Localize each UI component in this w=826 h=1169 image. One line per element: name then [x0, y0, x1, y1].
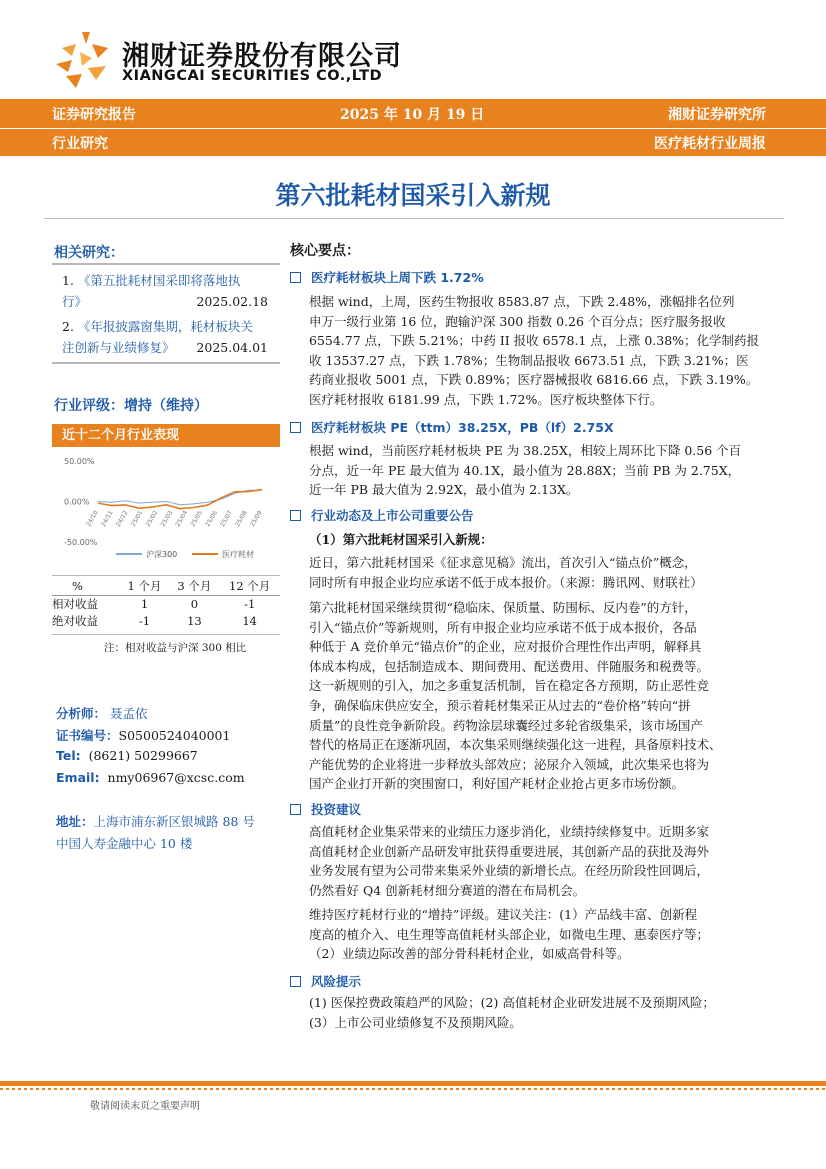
report-date: 2025 年 10 月 19 日: [340, 106, 485, 123]
checkbox-icon: [290, 422, 301, 433]
body-line: (1) 医保控费政策趋严的风险；(2) 高值耗材企业研发进展不及预期风险；: [309, 995, 715, 1010]
chart-xtick-label: 25/06: [204, 509, 220, 528]
logo-shard-6: [88, 66, 106, 80]
header-band-bottom: [0, 129, 826, 156]
related-item-1-date: 2025.02.18: [196, 294, 268, 309]
body-line: 根据 wind，当前医疗耗材板块 PE 为 38.25X，相较上周环比下降 0.56 个百: [309, 443, 742, 458]
table-header-cell: 1 个月: [127, 579, 162, 594]
body-line: 维持医疗耗材行业的“增持”评级。建议关注：(1）产品线丰富、创新程: [309, 907, 698, 922]
section-risk-heading: [290, 972, 361, 990]
rating-label: 行业评级：: [54, 398, 124, 414]
related-item-2[interactable]: [62, 316, 272, 358]
related-research-heading: 相关研究：: [54, 245, 124, 261]
table-header-cell: 3 个月: [177, 579, 212, 594]
risk-body: [309, 993, 775, 1032]
tel-line: [56, 748, 198, 763]
related-item-1[interactable]: [62, 270, 272, 312]
table-cell: 0: [190, 596, 199, 611]
core-points-heading: 核心要点：: [290, 243, 360, 259]
chart-xtick-label: 25/08: [234, 509, 249, 528]
chart-xtick-label: 25/03: [159, 509, 175, 528]
checkbox-icon: [290, 510, 301, 521]
body-line: 收 13537.27 点，下跌 1.78%；生物制品报收 6673.51 点，下跌 3.21%；医: [309, 352, 749, 368]
body-line: 质量”的良性竞争新阶段。药物涂层球囊经过多轮省级集采，该市场国产: [309, 717, 703, 733]
body-line: 这一新规则的引入，加之多重复活机制，旨在稳定各方预期，防止恶性竞: [309, 678, 710, 694]
analyst-name: 聂孟依: [110, 706, 148, 721]
related-item-1-title-a: 《第五批耗材国采即将落地执: [77, 273, 241, 288]
logo-shard-7: [66, 74, 82, 88]
body-line: 根据 wind，上周，医药生物报收 8583.87 点，下跌 2.48%，涨幅排名位列: [309, 294, 735, 309]
body-line: 度高的植介入、电生理等高值耗材头部企业，如微电生理、惠泰医疗等；: [309, 926, 710, 942]
table-rule-top: [52, 575, 280, 576]
chart-xtick-label: 25/02: [144, 509, 160, 528]
related-item-2-title-a: 《年报披露窗集期，耗材板块关: [77, 319, 253, 334]
report-series: 医疗耗材行业周报: [654, 135, 766, 152]
body-line: 分点，近一年 PE 最大值为 40.1X，最小值为 28.88X；当前 PB 为 2.75X，: [309, 462, 741, 478]
related-item-2-num: 2.: [62, 319, 74, 334]
body-line: 近一年 PB 最大值为 2.92X，最小值为 2.13X。: [309, 482, 579, 498]
checkbox-icon: [290, 976, 301, 987]
chart-legend-label: 沪深300: [146, 550, 178, 559]
chart-xtick-label: 24/10: [85, 509, 100, 528]
chart-xtick-label: 25/09: [249, 509, 264, 528]
title-divider: [44, 218, 784, 219]
performance-heading: 近十二个月行业表现: [52, 424, 280, 447]
section-valuation-heading: [290, 418, 614, 436]
table-cell: 1: [140, 596, 149, 611]
chart-xtick-label: 25/04: [174, 509, 190, 528]
body-line: 高值耗材企业集采带来的业绩压力逐步消化，业绩持续修复中。近期多家: [309, 824, 710, 839]
checkbox-icon: [290, 272, 301, 283]
related-item-1-title-b: 行》: [62, 294, 88, 309]
logo-shard-5: [80, 52, 92, 66]
subsection-title: （1）第六批耗材国采引入新规：: [309, 532, 493, 547]
address-label: 地址：: [56, 814, 94, 829]
company-name-en: XIANGCAI SECURITIES CO.,LTD: [122, 68, 383, 84]
chart-series-line: [98, 490, 262, 509]
section-news-title: 行业动态及上市公司重要公告: [311, 508, 474, 523]
investment-para-1: [309, 822, 775, 900]
related-item-2-title-b: 注创新与业绩修复》: [62, 340, 175, 355]
body-line: 药商业报收 5001 点，下跌 0.89%；医疗器械报收 6816.66 点，下跌 3.19%。: [309, 372, 759, 388]
address-text-1: 上海市浦东新区银城路 88 号: [93, 814, 255, 829]
body-line: 仍然看好 Q4 创新耗材细分赛道的潜在布局机会。: [309, 882, 586, 898]
report-type: 证券研究报告: [52, 106, 136, 123]
email-label: Email:: [56, 770, 100, 785]
chart-ytick-label: 0.00%: [64, 497, 90, 507]
table-row: [52, 612, 280, 629]
header-band-top: [0, 99, 826, 128]
news-para-2: [309, 598, 775, 794]
body-line: 争，确保临床供应安全，预示着耗材集采正从过去的“卷价格”转向“拼: [309, 697, 691, 713]
chart-xtick-label: 25/01: [129, 509, 145, 528]
body-line: 业务发展有望为公司带来集采外业绩的新增长点。在经历阶段性回调后，: [309, 863, 710, 879]
analyst-line: [56, 704, 148, 722]
performance-table: [52, 578, 280, 629]
table-cell: 绝对收益: [52, 613, 98, 628]
body-line: （2）业绩边际改善的部分骨科耗材企业，如威高骨科等。: [309, 946, 630, 962]
table-note: 注：相对收益与沪深 300 相比: [104, 642, 247, 654]
body-line: 引入“锚点价”等新规则，所有申报企业均应承诺不低于成本报价，各品: [309, 619, 697, 635]
chart-xtick-label: 25/07: [219, 509, 234, 528]
email-line[interactable]: [56, 770, 245, 785]
analyst-label: 分析师：: [56, 706, 107, 721]
related-rule-bottom: [52, 362, 280, 364]
industry-rating: [54, 395, 208, 415]
section-market-body: [309, 292, 775, 410]
table-header-row: [52, 578, 280, 595]
table-cell: 14: [242, 613, 257, 628]
page-title: 第六批耗材国采引入新规: [275, 181, 551, 210]
body-line: 6554.77 点，下跌 5.21%；中药 II 报收 6578.1 点，上涨 0.38%；化学制药报: [309, 333, 760, 349]
logo-shard-2: [62, 44, 76, 56]
body-line: 第六批耗材国采继续贯彻“稳临床、保质量、防围标、反内卷”的方针，: [309, 600, 697, 615]
logo-shard-1: [82, 32, 90, 44]
table-row: [52, 595, 280, 612]
logo-shard-3: [92, 44, 108, 58]
body-line: 高值耗材企业创新产品研发审批获得重要进展，其创新产品的获批及海外: [309, 843, 710, 859]
section-news-heading: [290, 506, 474, 524]
body-line: 近日，第六批耗材国采《征求意见稿》流出，首次引入“锚点价”概念，: [309, 555, 697, 570]
related-rule-top: [52, 263, 280, 265]
section-investment-title: 投资建议: [311, 802, 362, 817]
cert-line: [56, 726, 230, 744]
body-line: 国产企业打开新的突围窗口，利好国产耗材企业抢占更多市场份额。: [309, 776, 685, 792]
section-valuation-body: [309, 441, 775, 500]
section-market-heading: [290, 268, 484, 286]
table-rule-bottom: [52, 634, 280, 635]
table-cell: -1: [138, 613, 151, 628]
chart-ytick-label: -50.00%: [64, 538, 98, 547]
rating-value: 增持（维持）: [124, 398, 208, 414]
section-market-title: 医疗耗材板块上周下跌 1.72%: [311, 270, 484, 285]
body-line: 医疗耗材报收 6181.99 点，下跌 1.72%。医疗板块整体下行。: [309, 391, 663, 407]
company-logo: [52, 30, 112, 90]
address-line-1: [56, 812, 255, 830]
news-para-1: [309, 553, 775, 592]
chart-xtick-label: 24/11: [99, 509, 115, 528]
body-line: 体成本构成，包括制造成本、期间费用、配送费用、伴随服务和税费等。: [309, 658, 710, 674]
section-valuation-title: 医疗耗材板块 PE（ttm）38.25X，PB（lf）2.75X: [311, 420, 614, 435]
related-item-2-date: 2025.04.01: [196, 340, 268, 355]
table-cell: -1: [244, 596, 256, 611]
tel-label: Tel:: [56, 748, 81, 763]
cert-label: 证书编号：: [56, 728, 119, 743]
section-investment-heading: [290, 800, 361, 818]
performance-chart: [52, 452, 280, 570]
footer-rule: [0, 1081, 826, 1086]
body-line: 替代的格局正在逐渐巩固，本次集采则继续强化这一进程，具备原料技术、: [309, 737, 722, 753]
chart-xtick-label: 24/12: [114, 509, 130, 528]
logo-shard-4: [56, 60, 72, 72]
related-item-1-num: 1.: [62, 273, 74, 288]
chart-xtick-label: 25/05: [189, 509, 205, 528]
section-risk-title: 风险提示: [311, 974, 362, 989]
table-header-cell: 12 个月: [229, 579, 271, 594]
footer-dotted-rule: [0, 1088, 826, 1090]
address-text-2: 中国人寿金融中心 10 楼: [56, 836, 193, 851]
company-name-cn: 湘财证券股份有限公司: [122, 41, 402, 72]
table-header-cell: %: [72, 579, 83, 594]
body-line: 种低于 A 竞价单元“锚点价”的企业，应对报价合理性作出声明，解释具: [309, 639, 702, 655]
investment-para-2: [309, 905, 775, 964]
cert-number: S0500524040001: [118, 728, 231, 743]
chart-legend-label: 医疗耗材: [222, 550, 254, 559]
footer-disclaimer: 敬请阅读末页之重要声明: [90, 1101, 200, 1112]
checkbox-icon: [290, 804, 301, 815]
body-line: 同时所有申报企业均应承诺不低于成本报价。（来源：腾讯网、财联社）: [309, 574, 703, 590]
tel-number: (8621) 50299667: [88, 748, 198, 763]
chart-ytick-label: 50.00%: [64, 457, 95, 466]
body-line: 申万一级行业第 16 位，跑输沪深 300 指数 0.26 个百分点；医疗服务报收: [309, 313, 726, 329]
body-line: 产能优势的企业将进一步释放头部效应；泌尿介入领域，此次集采也将为: [309, 756, 710, 772]
report-category: 行业研究: [52, 135, 108, 152]
table-cell: 相对收益: [52, 596, 98, 611]
email-address[interactable]: nmy06967@xcsc.com: [107, 770, 245, 785]
body-line: (3）上市公司业绩修复不及预期风险。: [309, 1014, 522, 1030]
table-cell: 13: [187, 613, 202, 628]
institute-name: 湘财证券研究所: [668, 106, 766, 123]
